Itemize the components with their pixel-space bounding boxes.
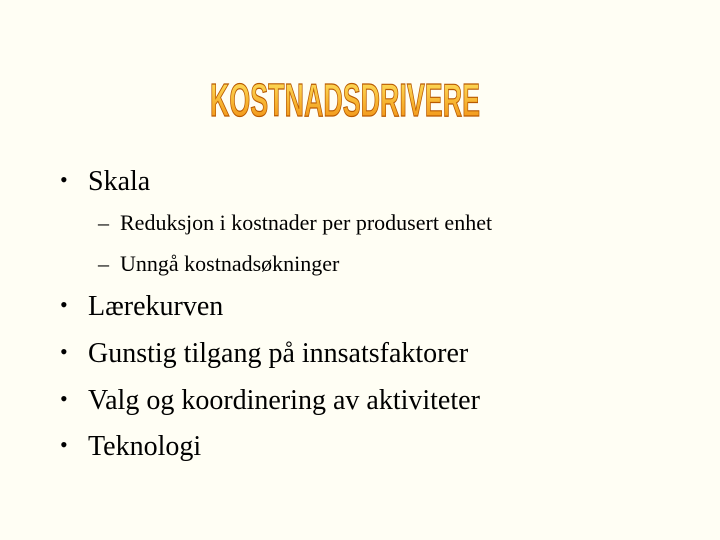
bullet-item bbox=[60, 433, 201, 461]
sub-bullet-marker: – bbox=[98, 210, 109, 235]
bullet-text: Teknologi bbox=[88, 431, 202, 462]
sub-bullet-text: Unngå kostnadsøkninger bbox=[120, 251, 340, 276]
slide-title: KOSTNADSDRIVERE bbox=[210, 74, 480, 126]
sub-bullet-text: Reduksjon i kostnader per produsert enhet bbox=[120, 210, 493, 235]
bullet-marker: • bbox=[60, 386, 68, 411]
sub-bullet-marker: – bbox=[98, 251, 109, 276]
bullet-text: Lærekurven bbox=[88, 291, 224, 322]
bullet-marker: • bbox=[60, 292, 68, 317]
bullet-text: Gunstig tilgang på innsatsfaktorer bbox=[88, 338, 469, 369]
bullet-marker: • bbox=[60, 339, 68, 364]
slide-title-graphic bbox=[205, 68, 485, 128]
sub-bullet-item bbox=[98, 253, 339, 275]
bullet-item bbox=[60, 293, 223, 321]
bullet-text: Skala bbox=[88, 166, 151, 197]
bullet-item bbox=[60, 340, 468, 368]
bullet-marker: • bbox=[60, 432, 68, 457]
bullet-item bbox=[60, 168, 150, 196]
bullet-marker: • bbox=[60, 167, 68, 192]
sub-bullet-item bbox=[98, 212, 492, 234]
bullet-text: Valg og koordinering av aktiviteter bbox=[88, 385, 480, 416]
slide-title-wordart bbox=[205, 68, 485, 128]
bullet-item bbox=[60, 387, 480, 415]
